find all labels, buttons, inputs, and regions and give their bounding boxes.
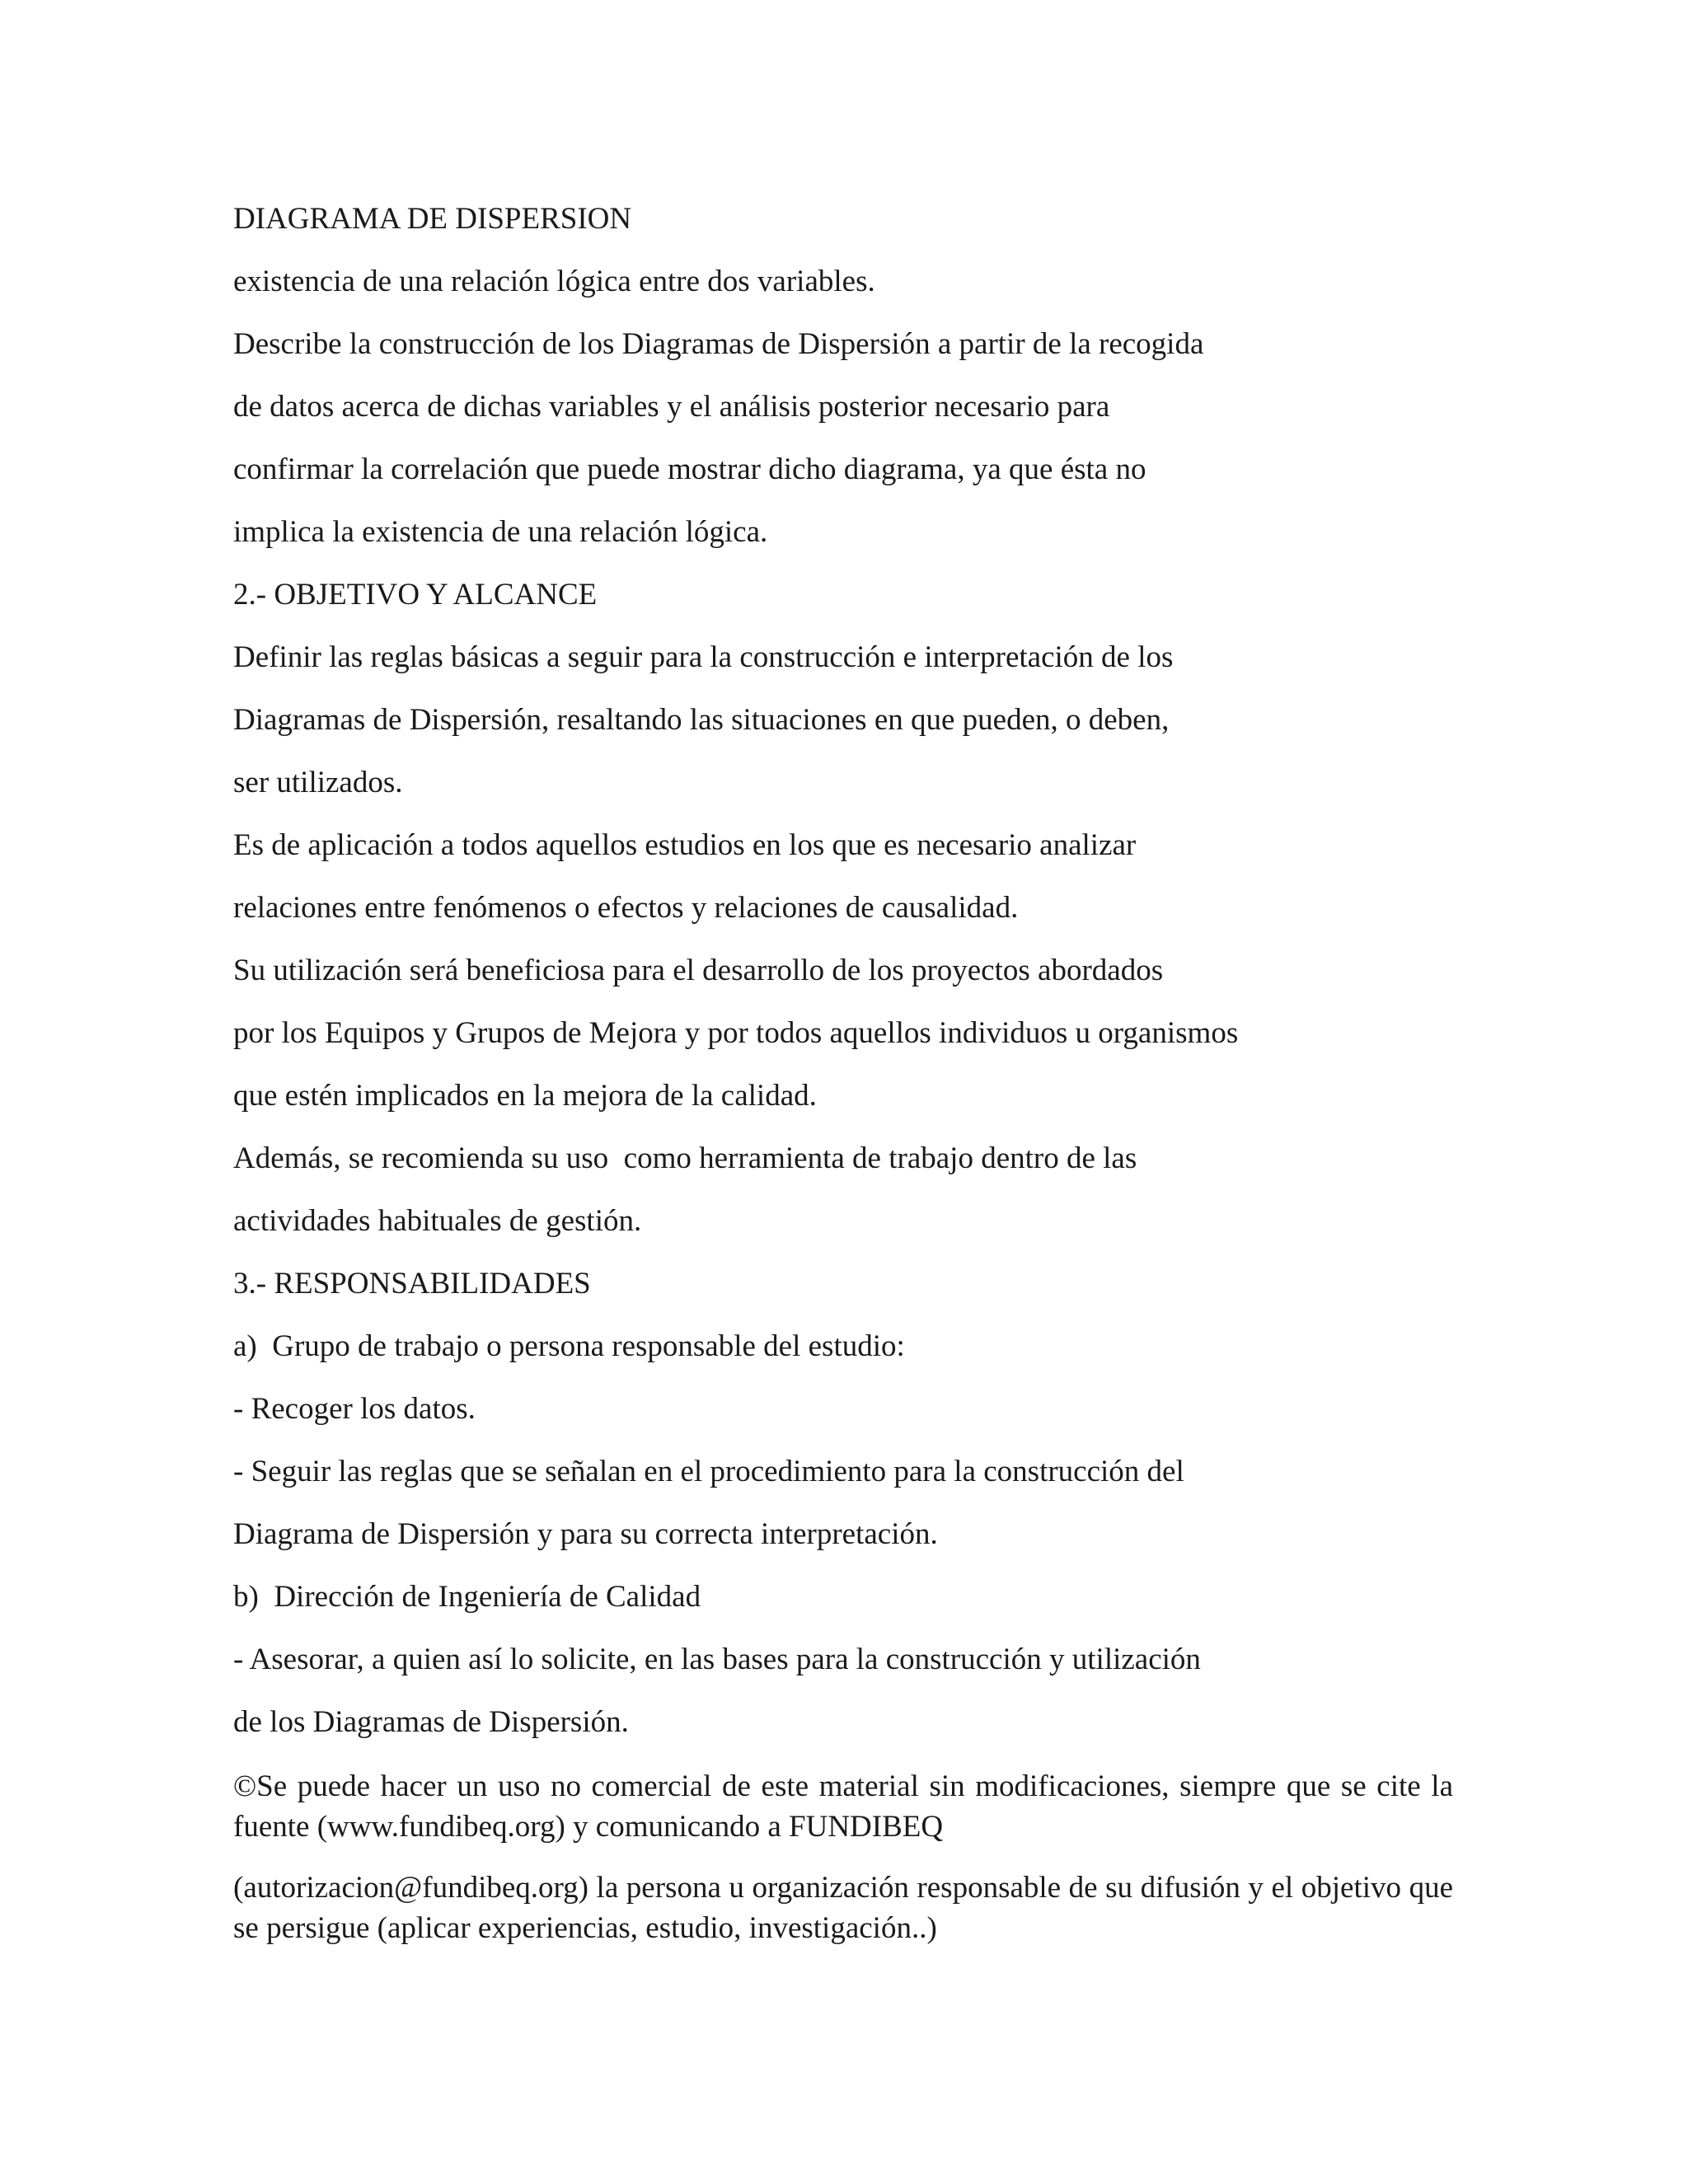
paragraph-line: confirmar la correlación que puede mostrar dicho diagrama, ya que ésta no — [233, 452, 1146, 486]
copyright-notice-contact: (autorizacion@fundibeq.org) la persona u organización responsable de su difusión y el objetivo que se persigue (aplicar experiencias, estudio, investigación..) — [233, 1871, 1453, 1945]
paragraph-line: que estén implicados en la mejora de la calidad. — [233, 1079, 817, 1113]
paragraph-line: Diagramas de Dispersión, resaltando las situaciones en que pueden, o deben, — [233, 703, 1170, 737]
paragraph-line: de datos acerca de dichas variables y el análisis posterior necesario para — [233, 390, 1110, 424]
paragraph-line: por los Equipos y Grupos de Mejora y por todos aquellos individuos u organismos — [233, 1016, 1239, 1050]
paragraph-line: Definir las reglas básicas a seguir para la construcción e interpretación de los — [233, 640, 1174, 674]
paragraph-line: implica la existencia de una relación lógica. — [233, 515, 768, 549]
section-heading-responsabilidades: 3.- RESPONSABILIDADES — [233, 1267, 591, 1301]
paragraph-line: de los Diagramas de Dispersión. — [233, 1705, 629, 1739]
paragraph-line: Diagrama de Dispersión y para su correcta interpretación. — [233, 1517, 938, 1551]
list-item: - Seguir las reglas que se señalan en el procedimiento para la construcción del — [233, 1455, 1184, 1488]
paragraph-line: Es de aplicación a todos aquellos estudios en los que es necesario analizar — [233, 828, 1137, 862]
list-item: a) Grupo de trabajo o persona responsable del estudio: — [233, 1329, 905, 1363]
copyright-notice: ©Se puede hacer un uso no comercial de este material sin modificaciones, siempre que se cite la fuente (www.fundibeq.org) y comunicando a FUNDIBEQ — [233, 1769, 1453, 1844]
list-item: - Recoger los datos. — [233, 1392, 476, 1426]
document-body — [233, 188, 1453, 1754]
list-item: b) Dirección de Ingeniería de Calidad — [233, 1580, 701, 1614]
paragraph-line: Describe la construcción de los Diagramas de Dispersión a partir de la recogida — [233, 327, 1204, 361]
paragraph-line: ser utilizados. — [233, 766, 403, 799]
document-title: DIAGRAMA DE DISPERSION — [233, 202, 632, 236]
section-heading-objetivo: 2.- OBJETIVO Y ALCANCE — [233, 578, 598, 612]
paragraph-line: Además, se recomienda su uso como herramienta de trabajo dentro de las — [233, 1141, 1137, 1175]
paragraph-line: Su utilización será beneficiosa para el desarrollo de los proyectos abordados — [233, 954, 1164, 987]
list-item: - Asesorar, a quien así lo solicite, en las bases para la construcción y utilización — [233, 1643, 1201, 1676]
paragraph-line: actividades habituales de gestión. — [233, 1204, 642, 1238]
paragraph-line: existencia de una relación lógica entre dos variables. — [233, 265, 875, 298]
paragraph-line: relaciones entre fenómenos o efectos y relaciones de causalidad. — [233, 891, 1019, 925]
